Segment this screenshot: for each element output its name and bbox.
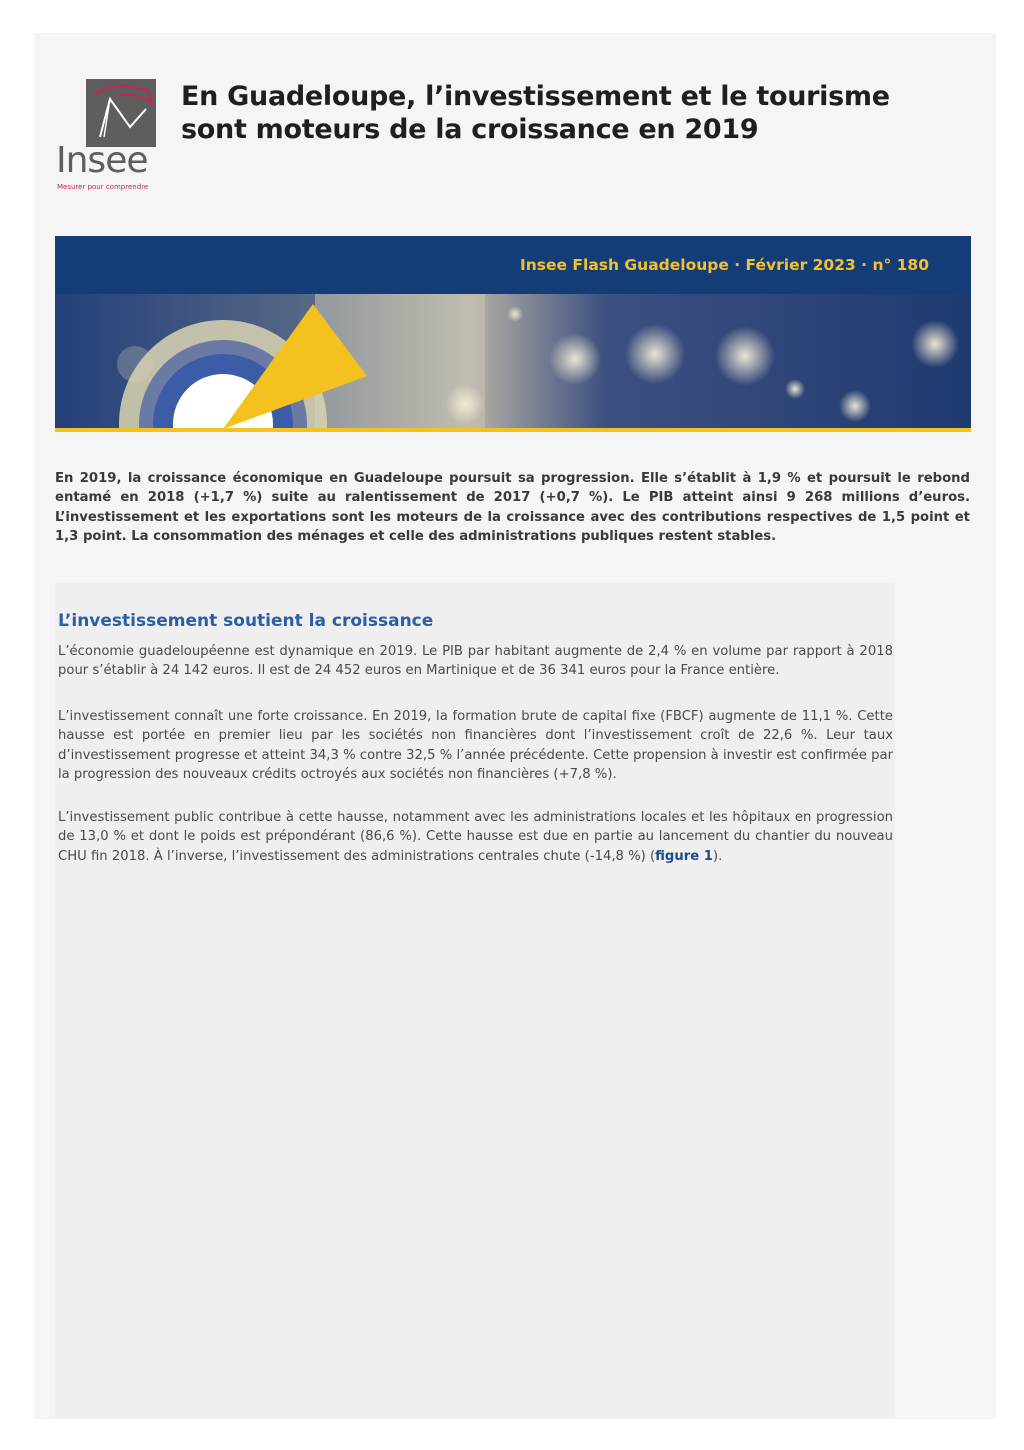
paragraph-3-text: L’investissement public contribue à cette hausse, notamment avec les administrations locales et les hôpitaux en progression de 13,0 % et dont le poids est prépondérant (86,6 %). Cette hausse est due en partie au lancement du chantier du nouveau CHU fin 2018. À l’inverse, l’investissement des administrations centrales chute (-14,8 %) ( xyxy=(58,810,893,864)
page-title-line-1: En Guadeloupe, l’investissement et le tourisme xyxy=(181,81,890,112)
insee-logo-icon xyxy=(86,79,156,147)
paragraph-1: L’économie guadeloupéenne est dynamique en 2019. Le PIB par habitant augmente de 2,4 % en volume par rapport à 2018 pour s’établir à 24 142 euros. Il est de 24 452 euros en Martinique et de 36 341 euros pour la France entière. xyxy=(58,644,893,679)
page-title xyxy=(181,80,961,146)
figure-1-link[interactable]: figure 1 xyxy=(655,848,713,864)
page-title-line-2: sont moteurs de la croissance en 2019 xyxy=(181,114,759,145)
paragraph-3-end: ). xyxy=(712,848,723,864)
logo-tagline: Mesurer pour comprendre xyxy=(57,183,149,191)
banner-illustration-icon xyxy=(55,294,971,432)
publication-reference: Insee Flash Guadeloupe · Février 2023 · n° 180 xyxy=(519,256,929,274)
insee-logo[interactable] xyxy=(56,79,160,197)
abstract-text: En 2019, la croissance économique en Guadeloupe poursuit sa progression. Elle s’établit à 1,9 % et poursuit le rebond entamé en 2018 (+1,7 %) suite au ralentissement de 2017 (+0,7 %). Le PIB atteint ainsi 9 268 millions d’euros. L’investissement et les exportations sont les moteurs de la croissance avec des contributions respectives de 1,5 point et 1,3 point. La consommation des ménages et celle des administrations publiques restent stables. xyxy=(55,471,970,544)
paragraph-3 xyxy=(58,808,893,866)
paragraph-2: L’investissement connaît une forte croissance. En 2019, la formation brute de capital fixe (FBCF) augmente de 11,1 %. Cette hausse est portée en premier lieu par les sociétés non financières dont l’investissement croît de 22,6 %. Leur taux d’investissement progresse et atteint 34,3 % contre 32,5 % l’année précédente. Cette propension à investir est confirmée par la progression des nouveaux crédits octroyés aux sociétés non financières (+7,8 %). xyxy=(58,709,893,782)
publication-banner xyxy=(55,236,971,294)
logo-wordmark: Insee xyxy=(56,140,148,181)
section-heading: L’investissement soutient la croissance xyxy=(58,611,434,631)
